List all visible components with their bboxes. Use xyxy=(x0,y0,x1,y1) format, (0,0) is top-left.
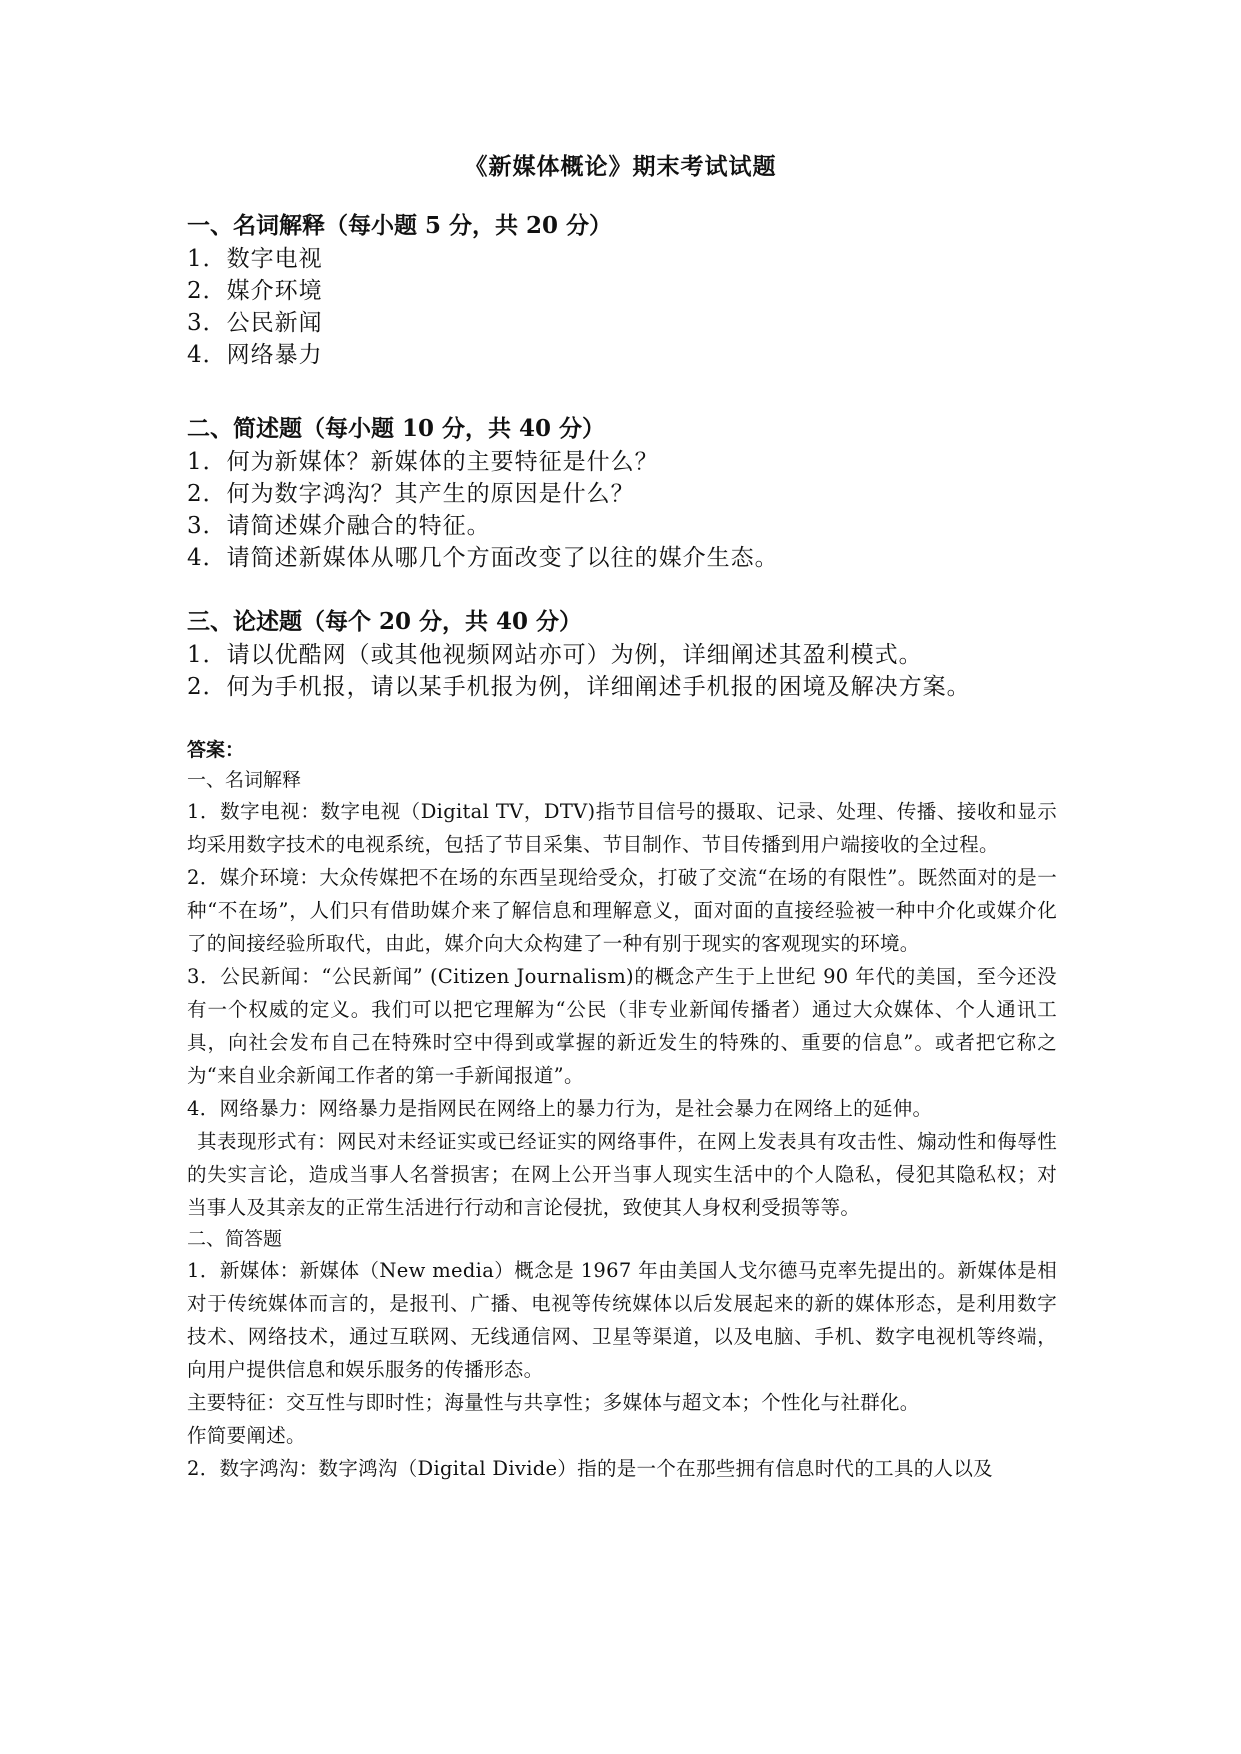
answer-text: 数字电视：数字电视（Digital TV，DTV)指节目信号的摄取、记录、处理、传播、接收和显示均采用数字技术的电视系统，包括了节目采集、节目制作、节目传播到用户端接收的全过程。 xyxy=(187,800,1057,856)
answer-paragraph xyxy=(187,1452,1057,1485)
answer-text: 公民新闻：“公民新闻” (Citizen Journalism)的概念产生于上世纪 90 年代的美国，至今还没有一个权威的定义。我们可以把它理解为“公民（非专业新闻传播者）通过大众媒体、个人通讯工具，向社会发布自己在特殊时空中得到或掌握的新近发生的特殊的、重要的信息”。或者把它称之为“来自业余新闻工作者的第一手新闻报道”。 xyxy=(187,965,1057,1087)
answer-number: 2． xyxy=(187,1457,220,1480)
question-text: 请简述新媒体从哪几个方面改变了以往的媒介生态。 xyxy=(226,545,779,571)
question-number: 1． xyxy=(187,246,227,272)
page-title: 《新媒体概论》期末考试试题 xyxy=(464,153,777,180)
question-text: 何为手机报，请以某手机报为例，详细阐述手机报的困境及解决方案。 xyxy=(226,674,971,700)
question-number: 2． xyxy=(187,481,227,507)
answer-number: 1． xyxy=(187,1259,220,1282)
answer-paragraph: 其表现形式有：网民对未经证实或已经证实的网络事件，在网上发表具有攻击性、煽动性和侮辱性的失实言论，造成当事人名誉损害；在网上公开当事人现实生活中的个人隐私，侵犯其隐私权；对当事人及其亲友的正常生活进行行动和言论侵扰，致使其人身权利受损等等。 xyxy=(187,1130,1057,1219)
answer-paragraph xyxy=(187,1254,1057,1386)
answer-number: 2． xyxy=(187,866,220,889)
answer-text: 媒介环境：大众传媒把不在场的东西呈现给受众，打破了交流“在场的有限性”。既然面对的是一种“不在场”，人们只有借助媒介来了解信息和理解意义，面对面的直接经验被一种中介化或媒介化了的间接经验所取代，由此，媒介向大众构建了一种有别于现实的客观现实的环境。 xyxy=(187,866,1057,955)
question-item xyxy=(187,243,1057,275)
question-number: 1． xyxy=(187,449,227,475)
question-text: 请简述媒介融合的特征。 xyxy=(226,513,491,539)
answer-number: 4． xyxy=(187,1097,220,1120)
question-text: 网络暴力 xyxy=(226,342,323,368)
answer-paragraph xyxy=(187,861,1057,960)
question-number: 2． xyxy=(187,674,227,700)
section-essay xyxy=(187,605,1057,703)
section-heading: 二、简述题（每小题 10 分，共 40 分） xyxy=(187,415,606,442)
answer-number: 3． xyxy=(187,965,221,988)
answers-heading: 答案： xyxy=(187,739,245,761)
question-text: 何为数字鸿沟？其产生的原因是什么？ xyxy=(226,481,635,507)
question-number: 2． xyxy=(187,278,227,304)
question-item xyxy=(187,275,1057,307)
section-short-answer xyxy=(187,412,1057,574)
section-terms xyxy=(187,209,1057,371)
answer-paragraph xyxy=(187,795,1057,861)
question-item xyxy=(187,671,1057,703)
question-text: 媒介环境 xyxy=(226,278,323,304)
question-number: 4． xyxy=(187,342,227,368)
answer-paragraph: 作简要阐述。 xyxy=(187,1424,306,1447)
question-text: 何为新媒体？新媒体的主要特征是什么？ xyxy=(226,449,659,475)
section-heading: 一、名词解释（每小题 5 分，共 20 分） xyxy=(187,212,613,239)
answer-text: 网络暴力：网络暴力是指网民在网络上的暴力行为，是社会暴力在网络上的延伸。 xyxy=(219,1097,933,1120)
question-item xyxy=(187,307,1057,339)
question-item xyxy=(187,446,1057,478)
question-item xyxy=(187,639,1057,671)
answer-number: 1． xyxy=(187,800,221,823)
question-text: 请以优酷网（或其他视频网站亦可）为例，详细阐述其盈利模式。 xyxy=(226,642,923,668)
question-number: 3． xyxy=(187,310,227,336)
answers-part-heading: 二、简答题 xyxy=(187,1228,283,1250)
question-number: 4． xyxy=(187,545,227,571)
answers-section xyxy=(187,735,1057,1485)
answer-text: 数字鸿沟：数字鸿沟（Digital Divide）指的是一个在那些拥有信息时代的工具的人以及 xyxy=(219,1457,993,1480)
answers-part-heading: 一、名词解释 xyxy=(187,769,302,791)
question-number: 3． xyxy=(187,513,227,539)
question-text: 数字电视 xyxy=(226,246,323,272)
question-item xyxy=(187,542,1057,574)
question-item xyxy=(187,478,1057,510)
answer-paragraph: 主要特征：交互性与即时性；海量性与共享性；多媒体与超文本；个性化与社群化。 xyxy=(187,1391,920,1414)
answer-paragraph xyxy=(187,1092,1057,1125)
question-item xyxy=(187,510,1057,542)
answer-text: 新媒体：新媒体（New media）概念是 1967 年由美国人戈尔德马克率先提出的。新媒体是相对于传统媒体而言的，是报刊、广播、电视等传统媒体以后发展起来的新的媒体形态，是利用数字技术、网络技术，通过互联网、无线通信网、卫星等渠道，以及电脑、手机、数字电视机等终端，向用户提供信息和娱乐服务的传播形态。 xyxy=(187,1259,1057,1381)
section-heading: 三、论述题（每个 20 分，共 40 分） xyxy=(187,608,583,635)
question-item xyxy=(187,339,1057,371)
question-text: 公民新闻 xyxy=(226,310,323,336)
answer-paragraph xyxy=(187,960,1057,1092)
question-number: 1． xyxy=(187,642,227,668)
